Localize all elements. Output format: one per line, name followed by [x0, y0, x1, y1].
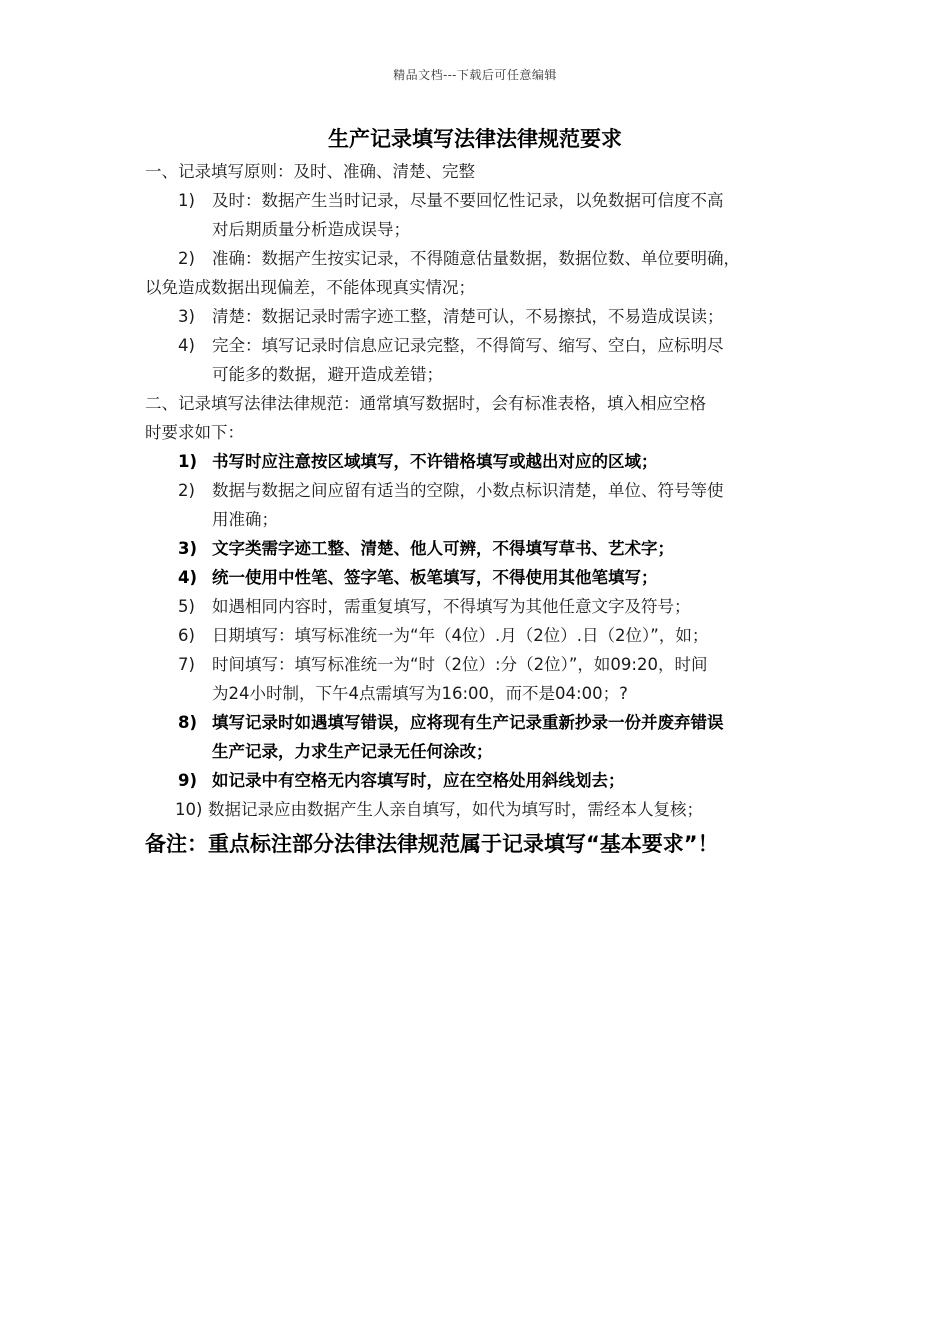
s2-item-10: [145, 795, 815, 824]
item-text: 时间填写：填写标准统一为“时（2位）:分（2位）”，如09:20，时间: [212, 655, 708, 674]
item-text: 统一使用中性笔、签字笔、板笔填写，不得使用其他笔填写；: [212, 568, 658, 587]
section-2-heading: 二、记录填写法律法律规范：通常填写数据时，会有标准表格，填入相应空格: [145, 394, 706, 413]
item-number: 10): [175, 800, 203, 819]
section-2-heading-cont: 时要求如下：: [145, 423, 244, 442]
item-number: 8): [178, 713, 198, 732]
item-number: 3): [178, 307, 195, 326]
item-text: 书写时应注意按区域填写，不许错格填写或越出对应的区域；: [212, 452, 658, 471]
s1-item-2: [145, 244, 815, 273]
item-number: 4): [178, 336, 195, 355]
item-number: 9): [178, 771, 198, 790]
item-text: 文字类需字迹工整、清楚、他人可辨，不得填写草书、艺术字；: [212, 539, 674, 558]
item-text: 及时：数据产生当时记录，尽量不要回忆性记录，以免数据可信度不高: [212, 191, 724, 210]
item-text: 如记录中有空格无内容填写时，应在空格处用斜线划去；: [212, 771, 625, 790]
s2-item-7: [145, 650, 815, 679]
item-number: 6): [178, 626, 195, 645]
s1-item-4-cont: 可能多的数据，避开造成差错；: [212, 365, 443, 384]
s1-item-1-cont: 对后期质量分析造成误导；: [212, 220, 410, 239]
s2-item-2-cont: 用准确；: [212, 510, 278, 529]
s2-item-8-cont: 生产记录，力求生产记录无任何涂改；: [212, 742, 493, 761]
s2-item-2: [145, 476, 815, 505]
item-text: 如遇相同内容时，需重复填写，不得填写为其他任意文字及符号；: [212, 597, 691, 616]
item-text: 填写记录时如遇填写错误，应将现有生产记录重新抄录一份并废弃错误: [212, 713, 724, 732]
item-text: 完全：填写记录时信息应记录完整，不得简写、缩写、空白，应标明尽: [212, 336, 724, 355]
document-title: 生产记录填写法律法律规范要求: [328, 127, 622, 151]
s2-item-1: [145, 447, 815, 476]
s2-item-6: [145, 621, 815, 650]
section-1-heading: 一、记录填写原则：及时、准确、清楚、完整: [145, 162, 475, 181]
item-text: 清楚：数据记录时需字迹工整，清楚可认，不易擦拭，不易造成误读；: [212, 307, 724, 326]
s2-item-8: [145, 708, 815, 737]
s1-item-1: [145, 186, 815, 215]
s2-item-7-cont: 为24小时制，下午4点需填写为16:00，而不是04:00；?: [212, 684, 628, 703]
s2-item-4: [145, 563, 815, 592]
item-number: 4): [178, 568, 198, 587]
s2-item-9: [145, 766, 815, 795]
page-header: 精品文档---下载后可任意编辑: [393, 68, 557, 82]
item-number: 5): [178, 597, 195, 616]
item-number: 3): [178, 539, 198, 558]
s1-item-2-cont: 以免造成数据出现偏差，不能体现真实情况；: [145, 278, 475, 297]
item-text: 数据与数据之间应留有适当的空隙，小数点标识清楚，单位、符号等使: [212, 481, 724, 500]
note-remark: 备注：重点标注部分法律法律规范属于记录填写“基本要求”！: [145, 832, 719, 856]
item-text: 数据记录应由数据产生人亲自填写，如代为填写时，需经本人复核；: [208, 800, 703, 819]
item-number: 2): [178, 481, 195, 500]
s1-item-3: [145, 302, 815, 331]
item-number: 1): [178, 191, 195, 210]
item-number: 1): [178, 452, 198, 471]
item-text: 日期填写：填写标准统一为“年（4位）.月（2位）.日（2位）”，如；: [212, 626, 709, 645]
s2-item-5: [145, 592, 815, 621]
item-text: 准确：数据产生按实记录，不得随意估量数据，数据位数、单位要明确，: [212, 249, 740, 268]
s2-item-3: [145, 534, 815, 563]
item-number: 7): [178, 655, 195, 674]
s1-item-4: [145, 331, 815, 360]
document-body: [145, 157, 815, 860]
item-number: 2): [178, 249, 195, 268]
